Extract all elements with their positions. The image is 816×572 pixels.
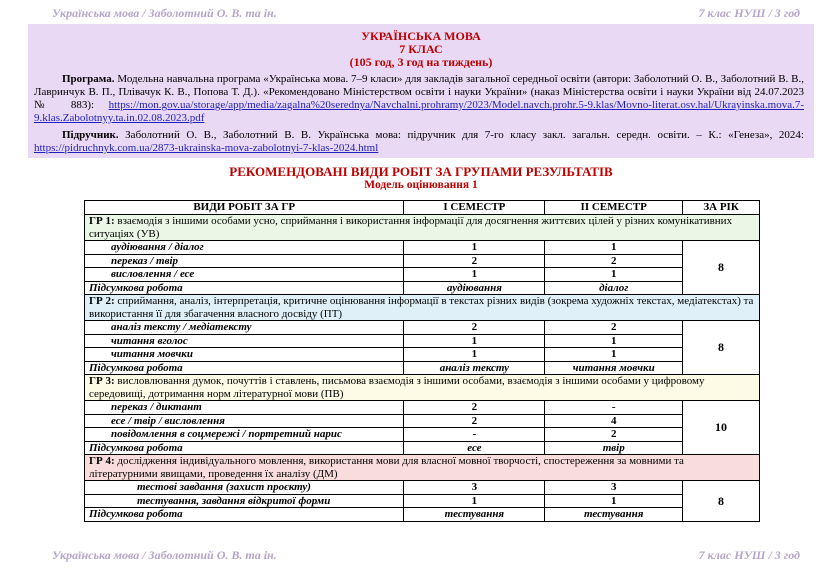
group-code: ГР 4: — [89, 455, 115, 467]
table-row — [85, 494, 760, 508]
summary-row — [85, 508, 760, 522]
year-total: 8 — [683, 321, 760, 375]
group-description — [85, 375, 760, 401]
program-link[interactable]: https://mon.gov.ua/storage/app/media/zagalna%20serednya/Navchalni.prohramy/2023/Model.navch.prohr.5-9.klas/Movno-literat.osv.hal/Ukrayinska.mova.7-9.klas.Zabolotnyy.ta.in.02.08.2023.pdf — [34, 99, 804, 124]
summary-label: Підсумкова робота — [85, 281, 404, 295]
work-type: переказ / диктант — [85, 401, 404, 415]
summary-row — [85, 361, 760, 375]
work-type: читання вголос — [85, 334, 404, 348]
summary-row — [85, 281, 760, 295]
semester-1-value: 1 — [404, 241, 545, 255]
year-total: 8 — [683, 241, 760, 295]
footer-left: Українська мова / Заболотний О. В. та ін. — [52, 548, 277, 562]
table-row — [85, 241, 760, 255]
table-row — [85, 481, 760, 495]
year-total: 10 — [683, 401, 760, 455]
table-row — [85, 334, 760, 348]
group-code: ГР 2: — [89, 295, 115, 307]
table-row — [85, 348, 760, 362]
program-text: Модельна навчальна програма «Українська мова. 7–9 класи» для закладів загальної середньої освіти (автори: Заболотний О. В., Заболотний В. В., Лавринчук В. П., Плівачук К. В., Попова Т. Д.). «Рекомендовано Міністерством освіти і науки України» (наказ Міністерства освіти і науки України від 24.07.2023 № 883): — [34, 73, 804, 111]
group-desc-text: висловлювання думок, почуттів і ставлень, письмова взаємодія з іншими особами, взаємодія з іншими особами у цифровому середовищі, дотримання норм літературної мови (ПВ) — [89, 375, 705, 400]
semester-2-value: 2 — [545, 321, 683, 335]
table-row — [85, 254, 760, 268]
program-paragraph — [34, 73, 804, 125]
page-header — [0, 0, 816, 26]
semester-2-value: 2 — [545, 428, 683, 442]
work-type: тестові завдання (захист проєкту) — [85, 481, 404, 495]
summary-semester-1: аналіз тексту — [404, 361, 545, 375]
textbook-paragraph — [34, 129, 804, 155]
work-type: тестування, завдання відкритої форми — [85, 494, 404, 508]
group-row-gr4 — [85, 455, 760, 481]
group-code: ГР 3: — [89, 375, 115, 387]
textbook-link[interactable]: https://pidruchnyk.com.ua/2873-ukrainska-mova-zabolotnyi-7-klas-2024.html — [34, 142, 379, 154]
work-type: читання мовчки — [85, 348, 404, 362]
semester-1-value: 2 — [404, 401, 545, 415]
hours-title: (105 год, 3 год на тиждень) — [349, 55, 493, 69]
header-left: Українська мова / Заболотний О. В. та ін. — [52, 6, 277, 20]
group-code: ГР 1: — [89, 215, 115, 227]
semester-2-value: 1 — [545, 334, 683, 348]
table-row — [85, 321, 760, 335]
work-type: есе / твір / висловлення — [85, 414, 404, 428]
semester-2-value: 1 — [545, 348, 683, 362]
work-type: аудіювання / діалог — [85, 241, 404, 255]
header-right: 7 клас НУШ / 3 год — [698, 6, 800, 20]
semester-1-value: 1 — [404, 334, 545, 348]
footer-right: 7 клас НУШ / 3 год — [698, 548, 800, 562]
summary-semester-2: тестування — [545, 508, 683, 522]
summary-semester-2: читання мовчки — [545, 361, 683, 375]
table-row — [85, 414, 760, 428]
group-description — [85, 295, 760, 321]
section-subtitle: Модель оцінювання 1 — [364, 179, 478, 191]
col-header-year: ЗА РІК — [683, 201, 760, 215]
work-type: переказ / твір — [85, 254, 404, 268]
semester-1-value: - — [404, 428, 545, 442]
work-type: повідомлення в соцмережі / портретний нарис — [85, 428, 404, 442]
summary-label: Підсумкова робота — [85, 508, 404, 522]
col-header-semester-2: ІІ СЕМЕСТР — [545, 201, 683, 215]
semester-1-value: 3 — [404, 481, 545, 495]
group-description — [85, 455, 760, 481]
group-row-gr1 — [85, 215, 760, 241]
program-label: Програма. — [62, 73, 115, 85]
summary-semester-2: твір — [545, 441, 683, 455]
col-header-work-types: ВИДИ РОБІТ ЗА ГР — [85, 201, 404, 215]
table-row — [85, 401, 760, 415]
semester-2-value: 3 — [545, 481, 683, 495]
table-header-row — [85, 201, 760, 215]
semester-2-value: 1 — [545, 268, 683, 282]
semester-2-value: 1 — [545, 241, 683, 255]
group-desc-text: взаємодія з іншими особами усно, сприймання і використання інформації для досягнення життєвих цілей у різних комунікативних ситуаціях (УВ) — [89, 215, 733, 240]
class-title: 7 КЛАС — [399, 42, 443, 56]
group-row-gr2 — [85, 295, 760, 321]
year-total: 8 — [683, 481, 760, 522]
semester-1-value: 1 — [404, 268, 545, 282]
semester-2-value: 2 — [545, 254, 683, 268]
semester-2-value: 4 — [545, 414, 683, 428]
summary-row — [85, 441, 760, 455]
table-row — [85, 268, 760, 282]
textbook-label: Підручник. — [62, 129, 119, 141]
group-row-gr3 — [85, 375, 760, 401]
semester-1-value: 1 — [404, 348, 545, 362]
work-type: висловлення / есе — [85, 268, 404, 282]
summary-semester-1: тестування — [404, 508, 545, 522]
semester-2-value: - — [545, 401, 683, 415]
assessment-table — [84, 200, 760, 522]
col-header-semester-1: І СЕМЕСТР — [404, 201, 545, 215]
semester-1-value: 2 — [404, 254, 545, 268]
semester-1-value: 2 — [404, 321, 545, 335]
group-description — [85, 215, 760, 241]
textbook-text: Заболотний О. В., Заболотний В. В. Українська мова: підручник для 7-го класу закл. загальн. середн. освіти. – К.: «Генеза», 2024: — [118, 129, 804, 141]
group-desc-text: сприймання, аналіз, інтерпретація, критичне оцінювання інформації в текстах різних видів (зокрема художніх текстах, медіатекстах) та використання її для збагачення власного досвіду (ПТ) — [89, 295, 754, 320]
subject-title: УКРАЇНСЬКА МОВА — [361, 29, 481, 43]
semester-1-value: 2 — [404, 414, 545, 428]
semester-2-value: 1 — [545, 494, 683, 508]
section-title: РЕКОМЕНДОВАНІ ВИДИ РОБІТ ЗА ГРУПАМИ РЕЗУЛЬТАТІВ — [229, 164, 613, 179]
work-type: аналіз тексту / медіатексту — [85, 321, 404, 335]
summary-semester-2: діалог — [545, 281, 683, 295]
summary-semester-1: есе — [404, 441, 545, 455]
summary-label: Підсумкова робота — [85, 361, 404, 375]
summary-semester-1: аудіювання — [404, 281, 545, 295]
summary-label: Підсумкова робота — [85, 441, 404, 455]
group-desc-text: дослідження індивідуального мовлення, використання мови для власної мовної творчості, спостереження за мовними та літературними явищами, проведення їх аналізу (ДМ) — [89, 455, 684, 480]
table-row — [85, 428, 760, 442]
semester-1-value: 1 — [404, 494, 545, 508]
